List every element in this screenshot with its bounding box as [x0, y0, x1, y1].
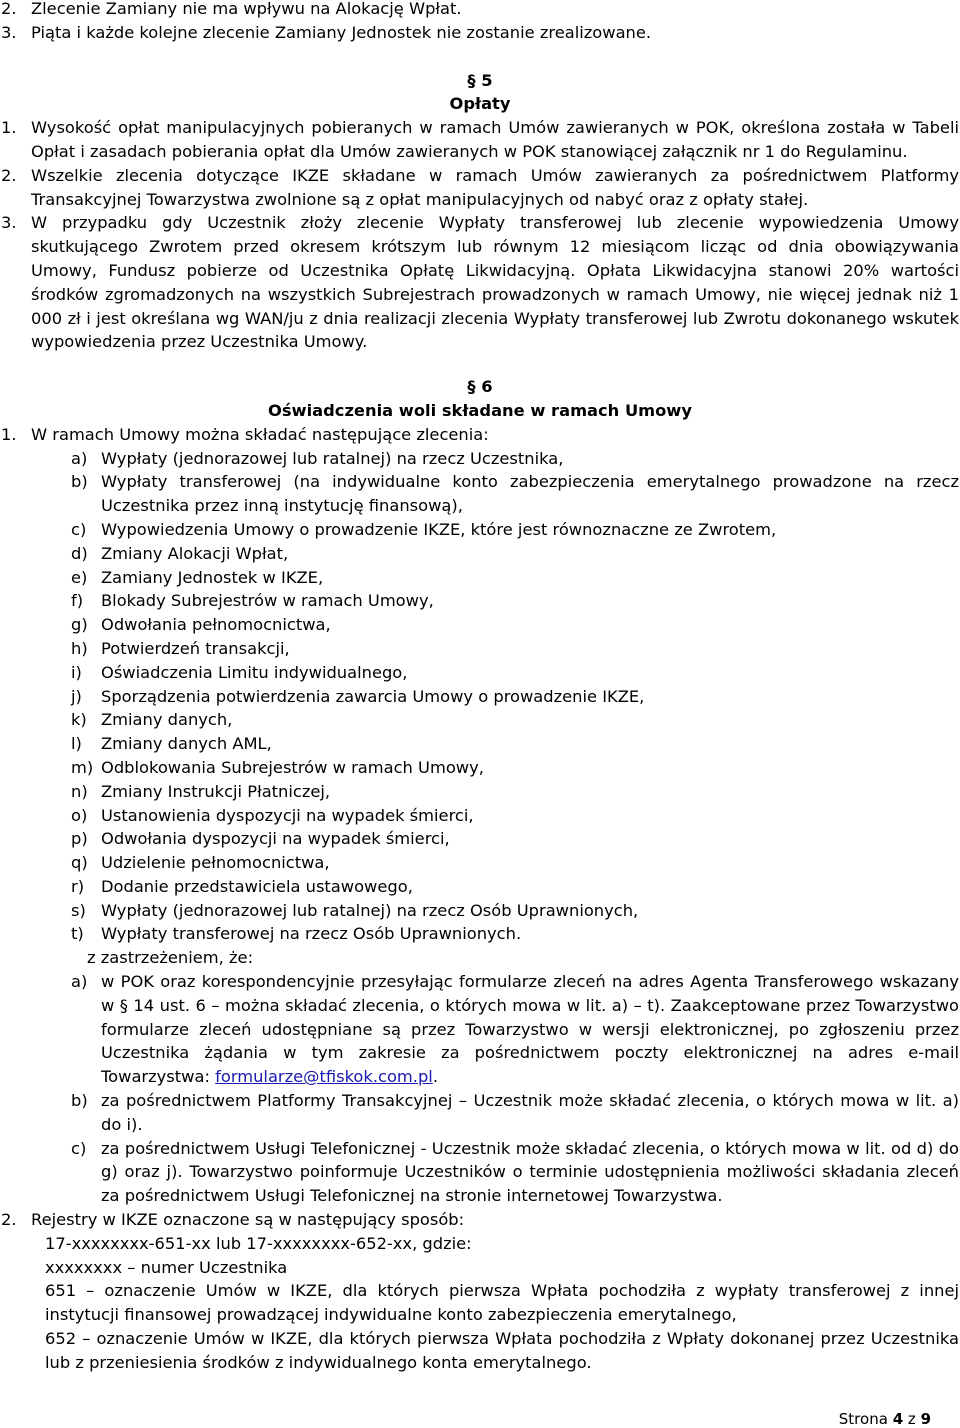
sub-list-item	[71, 589, 960, 613]
footer-of: z	[907, 1410, 916, 1428]
section-sign: § 6	[467, 377, 493, 397]
item-text: W ramach Umowy można składać następujące zlecenia:	[31, 424, 489, 444]
item-text	[101, 970, 960, 1089]
item-text: Udzielenie pełnomocnictwa,	[101, 853, 330, 873]
item-text: Odblokowania Subrejestrów w ramach Umowy,	[101, 757, 484, 777]
item-text-part: w POK oraz korespondencyjnie przesyłając formularze zleceń na adres Agenta Transferowego wskazany w § 14 ust. 6 – można składać zlecenia, o których mowa w lit. a) – t). Zaakceptowane przez Towarzystwo formularze zleceń udostępniane są przez Towarzystwo w wersji elektronicznej, po zgłoszeniu przez Uczestnika żądania w tym zakresie za pośrednictwem poczty elektronicznej na adres e-mail Towarzystwa:	[101, 972, 959, 1087]
item-letter: b)	[71, 1091, 88, 1111]
item-letter: c)	[71, 519, 87, 539]
item-text: Zlecenie Zamiany nie ma wpływu na Alokację Wpłat.	[31, 0, 462, 18]
sub-list-item	[71, 708, 960, 732]
sub-list-item	[71, 685, 960, 709]
register-desc: 651 – oznaczenie Umów w IKZE, dla których pierwsza Wpłata pochodziła z wypłaty transferowej z innej instytucji finansowej prowadzącej indywidualne konto zabezpieczenia emerytalnego,	[45, 1281, 959, 1325]
sub-list-item	[71, 804, 960, 828]
item-number: 3.	[1, 213, 17, 233]
item-letter: p)	[71, 829, 88, 849]
item-letter: n)	[71, 781, 88, 801]
list-item	[0, 116, 960, 164]
item-text: Wypłaty (jednorazowej lub ratalnej) na rzecz Uczestnika,	[101, 448, 564, 468]
sub-list-item	[71, 637, 960, 661]
sub-list-item	[71, 827, 960, 851]
item-text: W przypadku gdy Uczestnik złoży zlecenie Wypłaty transferowej lub zlecenie wypowiedzenia Umowy skutkującego Zwrotem przed okresem krótszym lub równym 12 miesiącom licząc od dnia obowiązywania Umowy, Fundusz pobierze od Uczestnika Opłatę Likwidacyjną. Opłata Likwidacyjna stanowi 20% wartości środków zgromadzonych na wszystkich Subrejestrach prowadzonych w ramach Umowy, nie więcej jednak niż 1 000 zł i jest określana wg WAN/ju z dnia realizacji zlecenia Wypłaty transferowej lub Zwrotu dokonanego wskutek wypowiedzenia przez Uczestnika Umowy.	[31, 213, 959, 352]
item-letter: c)	[71, 1138, 87, 1158]
item-number: 1.	[1, 118, 17, 138]
footer-label: Strona	[838, 1410, 888, 1428]
page-footer	[839, 1410, 931, 1428]
list-item	[0, 164, 960, 212]
item-letter: f)	[71, 591, 84, 611]
item-text: Odwołania pełnomocnictwa,	[101, 615, 331, 635]
sub-list-item	[71, 518, 960, 542]
sub-list-item	[71, 542, 960, 566]
section-title: Opłaty	[449, 94, 511, 114]
item-text: Zamiany Jednostek w IKZE,	[101, 567, 324, 587]
item-letter: r)	[71, 876, 85, 896]
item-text: Odwołania dyspozycji na wypadek śmierci,	[101, 829, 450, 849]
item-letter: e)	[71, 567, 88, 587]
item-number: 2.	[1, 1210, 17, 1230]
item-letter: h)	[71, 638, 88, 658]
item-number: 1.	[1, 424, 17, 444]
item-text: Zmiany Alokacji Wpłat,	[101, 543, 289, 563]
list-item	[0, 211, 960, 354]
item-letter: a)	[71, 448, 88, 468]
list-item	[0, 423, 960, 447]
sub-list-item	[71, 756, 960, 780]
item-text: Zmiany danych AML,	[101, 734, 272, 754]
item-letter: t)	[71, 924, 84, 944]
sub-list-item	[71, 780, 960, 804]
item-text: Dodanie przedstawiciela ustawowego,	[101, 876, 413, 896]
item-letter: o)	[71, 805, 88, 825]
item-letter: l)	[71, 734, 82, 754]
list-item	[0, 0, 960, 21]
item-text: Ustanowienia dyspozycji na wypadek śmierci,	[101, 805, 474, 825]
spacer	[0, 354, 960, 375]
item-text: Blokady Subrejestrów w ramach Umowy,	[101, 591, 434, 611]
register-desc: xxxxxxxx – numer Uczestnika	[45, 1257, 288, 1277]
sub-list-item	[71, 851, 960, 875]
section-title: Oświadczenia woli składane w ramach Umowy	[268, 400, 692, 420]
item-text: Sporządzenia potwierdzenia zawarcia Umowy o prowadzenie IKZE,	[101, 686, 645, 706]
item-number: 3.	[1, 22, 17, 42]
item-text: Piąta i każde kolejne zlecenie Zamiany Jednostek nie zostanie zrealizowane.	[31, 22, 652, 42]
item-text: za pośrednictwem Usługi Telefonicznej - Uczestnik może składać zlecenia, o których mowa w lit. od d) do g) oraz j). Towarzystwo poinformuje Uczestników o terminie udostępnienia możliwości składania zleceń za pośrednictwem Usługi Telefonicznej na stronie internetowej Towarzystwa.	[101, 1138, 959, 1206]
item-text: Zmiany danych,	[101, 710, 233, 730]
sub-list-item	[71, 447, 960, 471]
item-text: Wypłaty transferowej na rzecz Osób Uprawnionych.	[101, 924, 522, 944]
register-desc: 652 – oznaczenie Umów w IKZE, dla których pierwsza Wpłata pochodziła z Wpłaty dokonanej przez Uczestnika lub z przeniesienia środków z indywidualnego konta emerytalnego.	[45, 1329, 959, 1372]
item-text-end: .	[432, 1067, 438, 1087]
page-number: 4	[892, 1410, 904, 1428]
item-text: Wszelkie zlecenia dotyczące IKZE składane w ramach Umów zawieranych za pośrednictwem Platformy Transakcyjnej Towarzystwa zwolnione są z opłat manipulacyjnych od nabyć oraz z opłaty stałej.	[31, 165, 959, 209]
sub-list-item	[71, 566, 960, 590]
list-item	[0, 1208, 960, 1232]
item-text: za pośrednictwem Platformy Transakcyjnej – Uczestnik może składać zlecenia, o których mowa w lit. a) do i).	[101, 1091, 959, 1134]
item-letter: g)	[71, 615, 88, 635]
page-total: 9	[920, 1410, 931, 1428]
register-format: 17-xxxxxxxx-651-xx lub 17-xxxxxxxx-652-xx, gdzie:	[45, 1233, 472, 1253]
item-text: Zmiany Instrukcji Płatniczej,	[101, 781, 331, 801]
sub-list-item	[71, 875, 960, 899]
item-letter: a)	[71, 972, 88, 992]
sub-list-item	[71, 1137, 960, 1208]
sub-list-item	[71, 970, 960, 1089]
item-text: Wypłaty transferowej (na indywidualne konto zabezpieczenia emerytalnego prowadzone na rzecz Uczestnika przez inną instytucję finansową),	[101, 472, 959, 516]
list-item	[0, 21, 960, 45]
sub-list-item	[71, 613, 960, 637]
item-letter: i)	[71, 662, 82, 682]
item-text: Wypowiedzenia Umowy o prowadzenie IKZE, które jest równoznaczne ze Zwrotem,	[101, 519, 777, 539]
item-text: Wypłaty (jednorazowej lub ratalnej) na rzecz Osób Uprawnionych,	[101, 900, 639, 920]
item-letter: d)	[71, 543, 88, 563]
item-letter: m)	[71, 757, 94, 777]
item-letter: s)	[71, 900, 86, 920]
item-letter: b)	[71, 472, 88, 492]
item-text: Oświadczenia Limitu indywidualnego,	[101, 662, 408, 682]
item-text: Rejestry w IKZE oznaczone są w następujący sposób:	[31, 1210, 465, 1230]
reservation-text: z zastrzeżeniem, że:	[87, 948, 254, 968]
sub-list-item	[71, 922, 960, 946]
item-number: 2.	[1, 0, 17, 18]
section-sign: § 5	[467, 70, 493, 90]
item-text: Potwierdzeń transakcji,	[101, 638, 290, 658]
sub-list-item	[71, 899, 960, 923]
sub-list-item	[71, 732, 960, 756]
item-number: 2.	[1, 165, 17, 185]
email-link[interactable]: formularze@tfiskok.com.pl	[215, 1067, 433, 1087]
sub-list-item	[71, 1089, 960, 1137]
order-list	[0, 447, 960, 947]
sub-list-item	[71, 661, 960, 685]
item-letter: q)	[71, 853, 88, 873]
item-text: Wysokość opłat manipulacyjnych pobieranych w ramach Umów zawieranych w POK, określona została w Tabeli Opłat i zasadach pobierania opłat dla Umów zawieranych w POK stanowiącej załącznik nr 1 do Regulaminu.	[31, 118, 959, 161]
item-letter: j)	[71, 686, 82, 706]
item-letter: k)	[71, 710, 87, 730]
sub-list-item	[71, 470, 960, 518]
